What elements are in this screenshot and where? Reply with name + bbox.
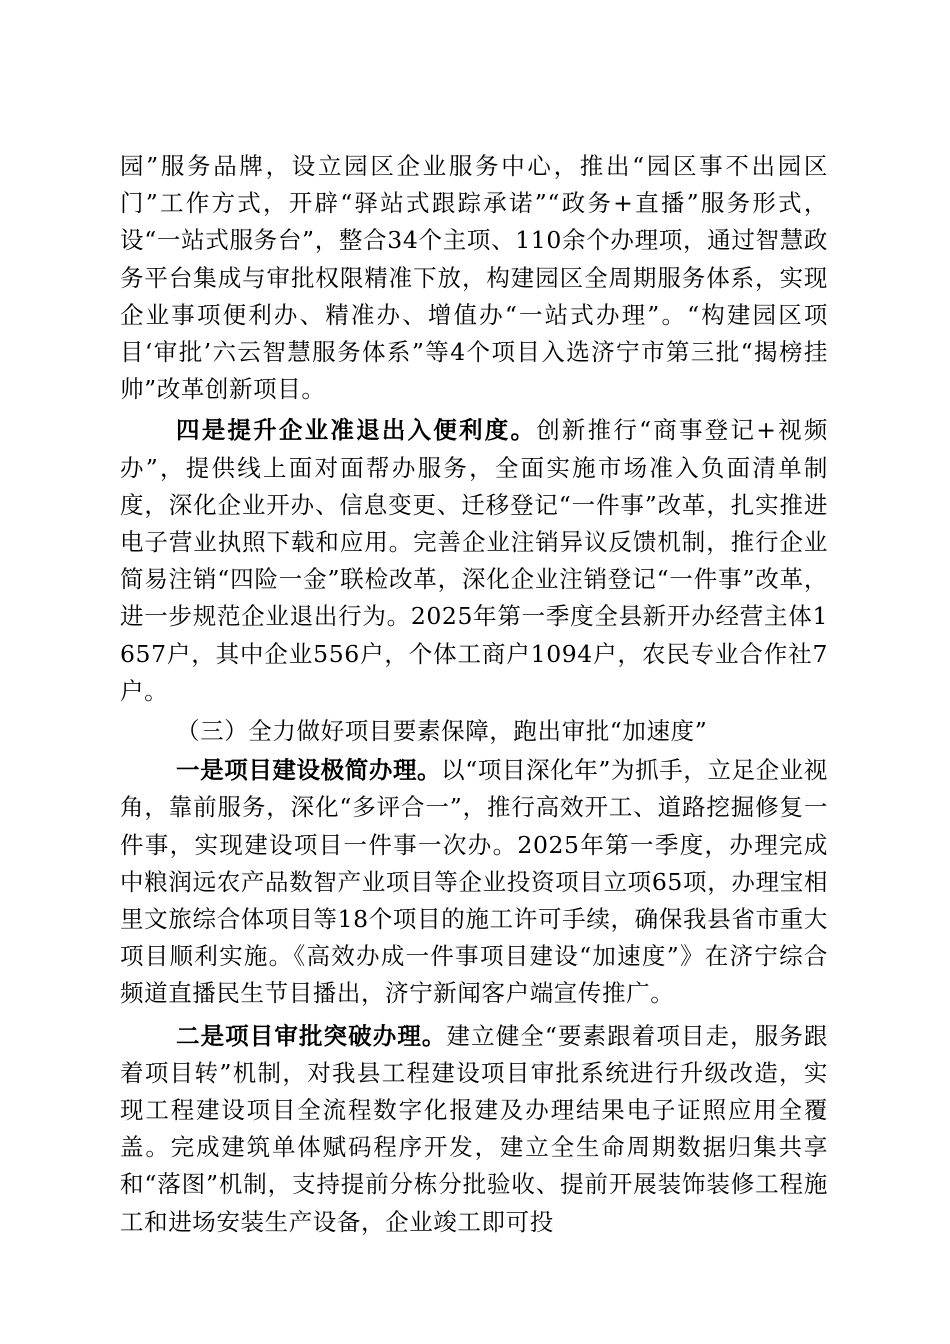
paragraph-lead: 一是项目建设极简办理。 bbox=[176, 756, 442, 785]
paragraph-text: 建立健全“要素跟着项目走，服务跟着项目转”机制，对我县工程建设项目审批系统进行升级改造，实现工程建设项目全流程数字化报建及办理结果电子证照应用全覆盖。完成建筑单体赋码程序开发，建立全生命周期数据归集共享和“落图”机制，支持提前分栋分批验收、提前开展装饰装修工程施工和进场安装生产设备，企业竣工即可投 bbox=[120, 1021, 828, 1236]
paragraph-lead: 二是项目审批突破办理。 bbox=[176, 1021, 447, 1050]
paragraph-project-approval bbox=[120, 1018, 828, 1241]
paragraph-park-service bbox=[120, 148, 828, 408]
paragraph-text: 以“项目深化年”为抓手，立足企业视角，靠前服务，深化“多评合一”，推行高效开工、道路挖掘修复一件事，实现建设项目一件事一次办。2025年第一季度，办理完成中粮润远农产品数智产业项目等企业投资项目立项65项，办理宝相里文旅综合体项目等18个项目的施工许可手续，确保我县省市重大项目顺利实施。《高效办成一件事项目建设“加速度”》在济宁综合频道直播民生节目播出，济宁新闻客户端宣传推广。 bbox=[120, 756, 828, 1008]
section-heading bbox=[120, 713, 828, 750]
paragraph-lead: 四是提升企业准退出入便利度。 bbox=[176, 416, 537, 445]
paragraph-text: 创新推行“商事登记+视频办”，提供线上面对面帮办服务，全面实施市场准入负面清单制度，深化企业开办、信息变更、迁移登记“一件事”改革，扎实推进电子营业执照下载和应用。完善企业注销异议反馈机制，推行企业简易注销“四险一金”联检改革，深化企业注销登记“一件事”改革，进一步规范企业退出行为。2025年第一季度全县新开办经营主体1657户，其中企业556户，个体工商户1094户，农民专业合作社7户。 bbox=[120, 416, 828, 705]
paragraph-text: 园”服务品牌，设立园区企业服务中心，推出“园区事不出园区门”工作方式，开辟“驿站式跟踪承诺”“政务+直播”服务形式，设“一站式服务台”，整合34个主项、110余个办理项，通过智慧政务平台集成与审批权限精准下放，构建园区全周期服务体系，实现企业事项便利办、精准办、增值办“一站式办理”。“构建园区项目‘审批’六云智慧服务体系”等4个项目入选济宁市第三批“揭榜挂帅”改革创新项目。 bbox=[120, 152, 828, 404]
document-body bbox=[120, 148, 828, 1241]
paragraph-enterprise-entry-exit bbox=[120, 412, 828, 710]
paragraph-project-construction bbox=[120, 752, 828, 1012]
section-heading-text: （三）全力做好项目要素保障，跑出审批“加速度” bbox=[176, 717, 708, 746]
